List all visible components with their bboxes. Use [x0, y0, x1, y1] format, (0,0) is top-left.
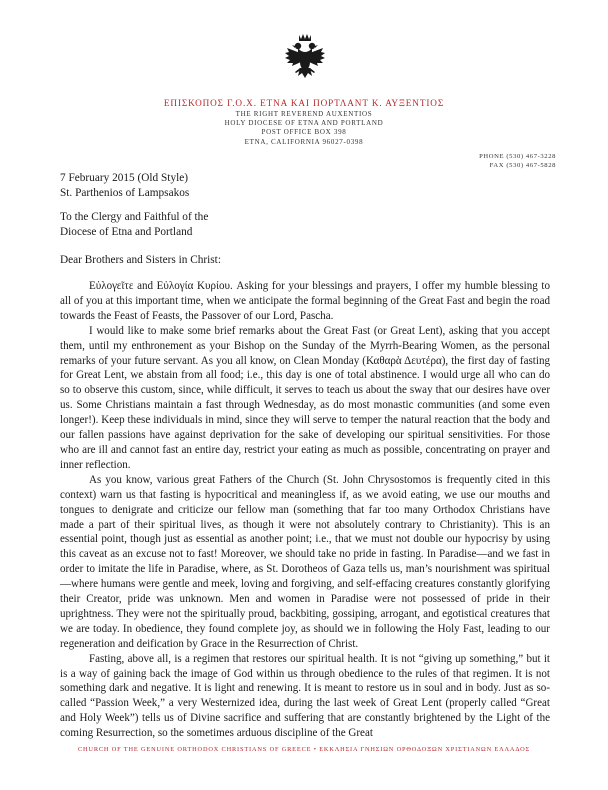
body-paragraph: I would like to make some brief remarks about the Great Fast (or Great Lent), asking that you accept them, until my enthronement as your Bishop on the Sunday of the Myrrh-Bearing Women, as the personal remarks of your future servant. As you all know, on Clean Monday (Καθαρὰ Δευτέρα), the first day of fasting for Great Lent, we abstain from all food; i.e., this day is one of total abstinence. I would urge all who can do so to observe this custom, since, while difficult, it serves to teach us about the sway that our desires have over us. Some Christians maintain a fast through Wednesday, as do most monastic communities (and some even longer!). Keep these individuals in mind, since they will serve to temper the natural reaction that the body and our fallen passions have against deprivation for the sake of developing our spiritual sensitivities. For those who are ill and cannot fast an entire day, restrict your eating as much as possible, concentrating on prayer and inner reflection.	[60, 324, 550, 471]
letterhead-address-line: THE RIGHT REVEREND AUXENTIOS	[235, 110, 373, 118]
letterhead-address-line: POST OFFICE BOX 398	[261, 128, 347, 137]
recipient-line: To the Clergy and Faithful of the	[60, 211, 209, 223]
body-paragraph: Εὐλογεῖτε and Εὐλογία Κυρίου. Asking for your blessings and prayers, I offer my humble blessing to all of you at this important time, when we anticipate the formal beginning of the Great Fast and begin the road towards the Feast of Feasts, the Passover of our Lord, Pascha.	[60, 280, 550, 322]
letterhead-address	[0, 110, 608, 147]
letter-body	[60, 279, 550, 741]
fax-number: FAX (530) 467-5828	[489, 162, 556, 169]
letterhead-address-line: HOLY DIOCESE OF ETNA AND PORTLAND	[224, 119, 384, 128]
recipient-block	[60, 210, 208, 240]
salutation: Dear Brothers and Sisters in Christ:	[60, 254, 221, 266]
date-block	[60, 171, 189, 201]
letter-date: 7 February 2015 (Old Style)	[60, 172, 189, 184]
recipient-line: Diocese of Etna and Portland	[60, 226, 193, 238]
letter-feast: St. Parthenios of Lampsakos	[60, 187, 190, 199]
double-headed-eagle-icon	[283, 32, 327, 82]
letterhead-address-line: ETNA, CALIFORNIA 96027-0398	[244, 137, 364, 146]
phone-number: PHONE (530) 467-3228	[479, 153, 556, 160]
contact-info	[479, 152, 556, 170]
footer-text: CHURCH OF THE GENUINE ORTHODOX CHRISTIANS OF GREECE • ΕΚΚΛΗΣΙΑ ΓΝΗΣΙΩΝ ΟΡΘΟΔΟΞΩΝ ΧΡΙΣΤΙΑΝΩΝ ΕΛΛΑΔΟΣ	[77, 746, 531, 753]
letterhead-title: ΕΠΙΣΚΟΠΟΣ Γ.Ο.Χ. ΕΤΝΑ ΚΑΙ ΠΟΡΤΛΑΝΤ Κ. ΑΥΞΕΝΤΙΟΣ	[163, 98, 445, 108]
body-paragraph: Fasting, above all, is a regimen that restores our spiritual health. It is not “giving up something,” but it is a way of gaining back the image of God within us through obedience to the rules of that regimen. It is not something dark and negative. It is light and renewing. It is meant to restore us in soul and in body. Just as so-called “Passion Week,” a very Westernized idea, during the last week of Great Lent (properly called “Great and Holy Week”) tells us of Divine sacrifice and suffering that are constantly brightened by the Light of the coming Resurrection, so the sometimes arduous discipline of the Great	[60, 652, 550, 740]
body-paragraph: As you know, various great Fathers of the Church (St. John Chrysostomos is frequently cited in this context) warn us that fasting is hypocritical and meaningless if, as we avoid eating, we use our mouths and tongues to denigrate and criticize our fellow man (something that far too many Orthodox Christians have made a part of their spiritual lives, as though it were not absolutely contrary to Christianity). This is an essential point, though just as essential as another point; i.e., that we must not double our hypocrisy by using this caveat as an excuse not to fast! Moreover, we should take no pride in fasting. In Paradise—and we fast in order to imitate the life in Paradise, where, as St. Dorotheos of Gaza tells us, man’s nourishment was spiritual—where humans were gentle and meek, loving and forgiving, and self-effacing creatures constantly glorifying their Creator, pride was unknown. Men and women in Paradise were not possessed of pride in their uprightness. They were not the spiritually proud, backbiting, gossiping, arrogant, and egotistical creatures that we are today. In obedience, they found complete joy, as should we in following the Holy Fast, leading to our regeneration and deification by Grace in the Resurrection of Christ.	[60, 473, 550, 650]
